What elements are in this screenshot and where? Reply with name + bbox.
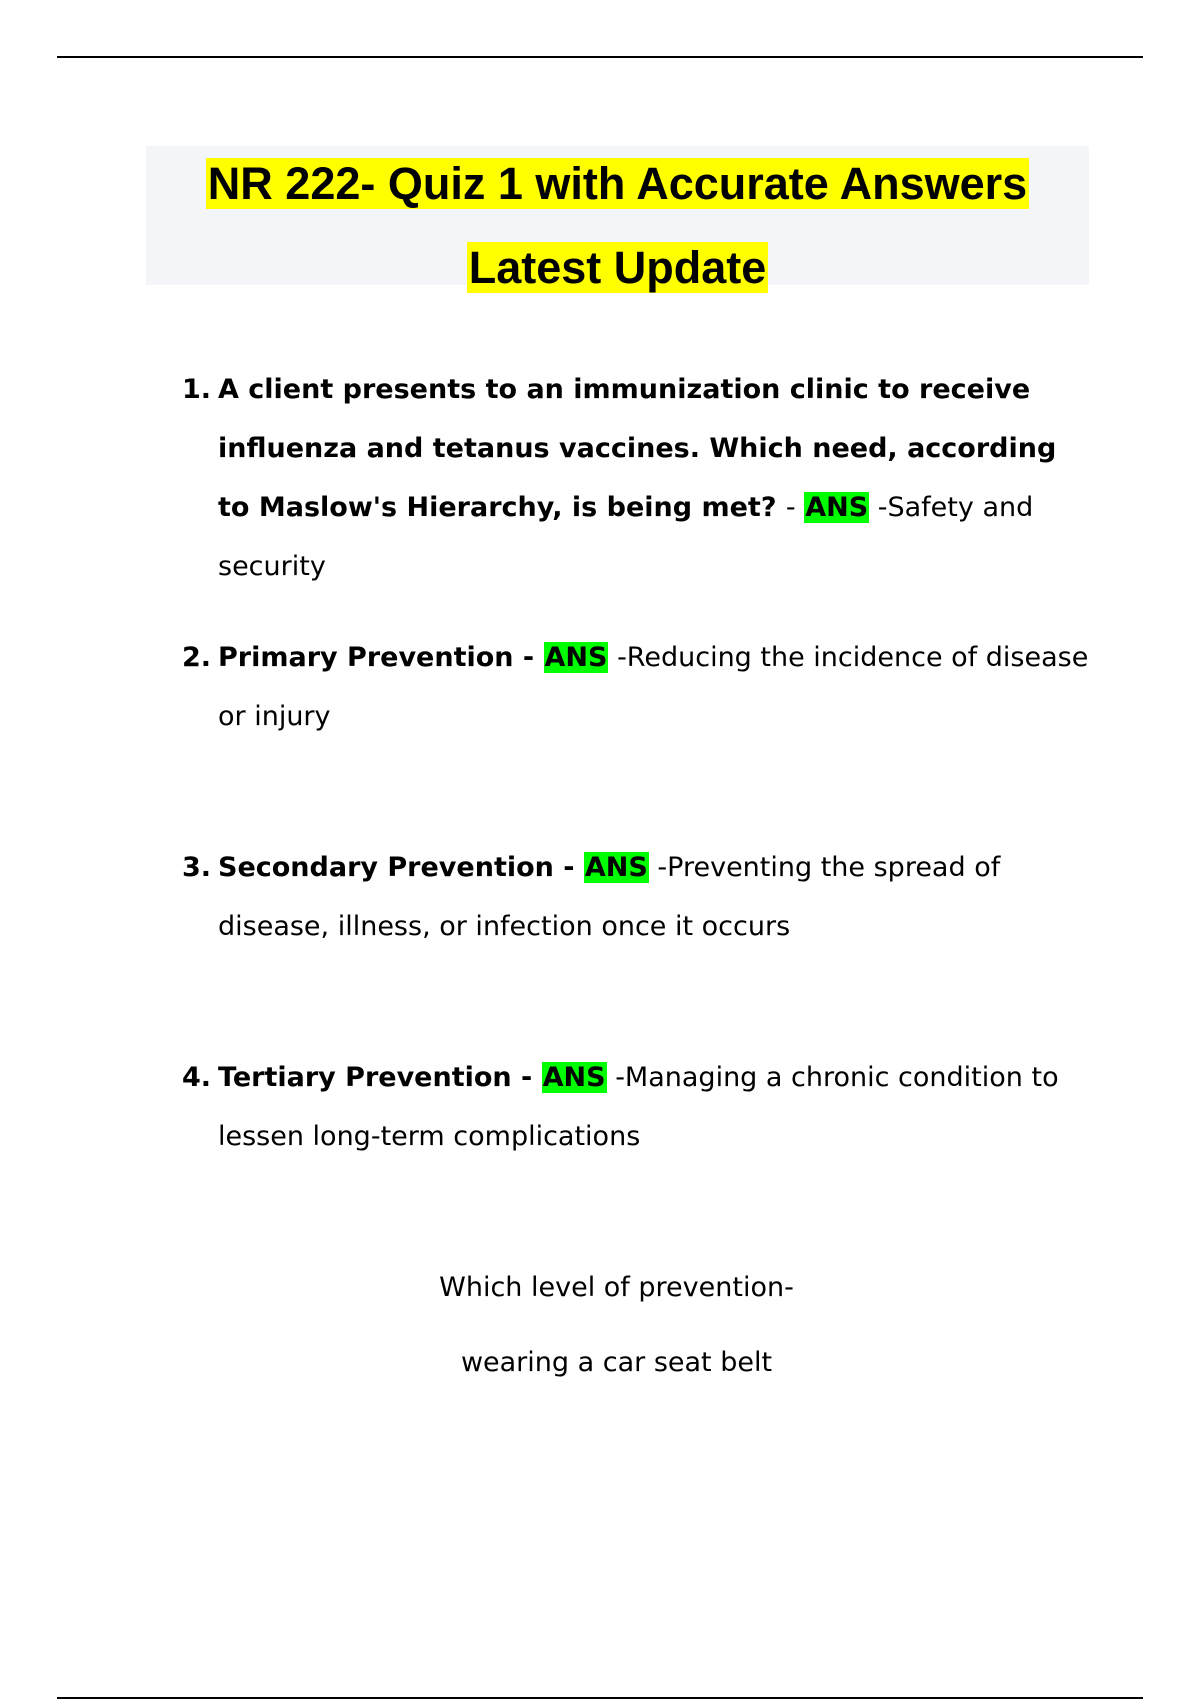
- item-answer: -Safety and security: [218, 492, 1034, 582]
- item-number: 3.: [182, 852, 212, 883]
- item-question: Primary Prevention -: [218, 642, 544, 673]
- title-block: [146, 146, 1089, 293]
- ans-label: ANS: [542, 1062, 606, 1093]
- bottom-rule: [57, 1697, 1143, 1699]
- item-number: 2.: [182, 642, 212, 673]
- list-item: [182, 360, 1092, 596]
- title-line-2: [146, 226, 1089, 310]
- closing-line-2: wearing a car seat belt: [460, 1347, 773, 1378]
- ans-label: ANS: [584, 852, 648, 883]
- item-text: [218, 1048, 1092, 1166]
- item-question: A client presents to an immunization clinic to receive influenza and tetanus vaccines. Which need, according to Maslow's Hierarchy, is being met?: [218, 374, 1057, 523]
- item-answer: -Reducing the incidence of disease or injury: [218, 642, 1089, 732]
- item-number: 4.: [182, 1062, 212, 1093]
- top-rule: [57, 56, 1143, 58]
- title-text-2: Latest Update: [468, 242, 767, 293]
- list-item: [182, 628, 1092, 746]
- closing-line-1: Which level of prevention-: [439, 1272, 794, 1303]
- item-number: 1.: [182, 374, 212, 405]
- list-item: [182, 838, 1092, 956]
- title-text-1: NR 222- Quiz 1 with Accurate Answers: [207, 158, 1028, 209]
- item-text: [218, 360, 1092, 596]
- item-text: [218, 628, 1092, 746]
- ans-label: ANS: [805, 492, 869, 523]
- item-text: [218, 838, 1092, 956]
- item-question: Secondary Prevention -: [218, 852, 584, 883]
- item-question: Tertiary Prevention -: [218, 1062, 542, 1093]
- item-separator: -: [785, 492, 805, 523]
- item-answer: -Preventing the spread of disease, illness, or infection once it occurs: [218, 852, 1001, 942]
- ans-label: ANS: [544, 642, 608, 673]
- item-answer: -Managing a chronic condition to lessen long-term complications: [218, 1062, 1059, 1152]
- list-item: [182, 1048, 1092, 1166]
- title-line-1: [146, 142, 1089, 226]
